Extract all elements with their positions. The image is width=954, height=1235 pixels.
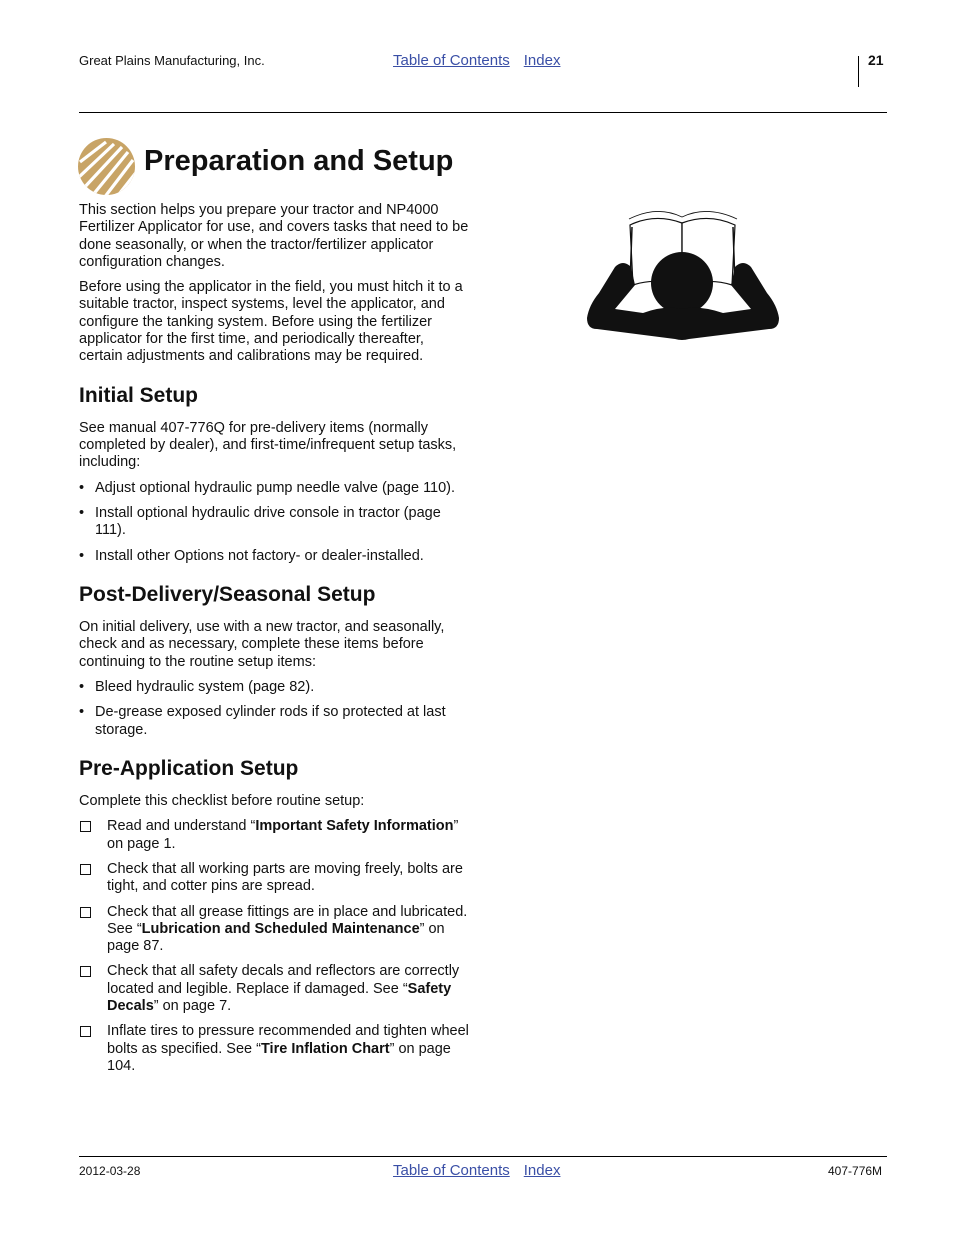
header-company: Great Plains Manufacturing, Inc. <box>79 53 265 68</box>
post-delivery-text: On initial delivery, use with a new tractor, and seasonally, check and as necessary, complete these items before continuing to the routine setup items: <box>79 619 445 670</box>
bullet-icon: • <box>79 704 85 721</box>
checklist-item: Inflate tires to pressure recommended and tighten wheel bolts as specified. See “Tire Inflation Chart” on page 104. <box>79 1023 471 1075</box>
footer-doc-number: 407-776M <box>828 1164 883 1178</box>
post-delivery-list <box>79 679 471 739</box>
pre-application-heading: Pre-Application Setup <box>79 756 299 780</box>
footer-links <box>393 1162 574 1179</box>
list-item: • Adjust optional hydraulic pump needle valve (page 110). <box>79 479 456 496</box>
initial-setup-list <box>79 480 471 565</box>
list-item: • De-grease exposed cylinder rods if so protected at last storage. <box>79 704 446 738</box>
header-index-link[interactable]: Index <box>523 52 561 69</box>
checkbox-icon <box>80 1026 91 1037</box>
checkbox-icon <box>80 907 91 918</box>
pre-application-checklist <box>79 818 471 1075</box>
pre-application-text: Complete this checklist before routine setup: <box>79 793 365 810</box>
checkbox-icon <box>80 864 91 875</box>
footer-rule <box>79 1156 887 1157</box>
checkbox-icon <box>80 821 91 832</box>
bullet-icon: • <box>79 505 85 522</box>
page-title: Preparation and Setup <box>144 145 454 177</box>
great-plains-logo-icon <box>78 138 135 195</box>
footer-toc-link[interactable]: Table of Contents <box>393 1162 510 1179</box>
header-toc-link[interactable]: Table of Contents <box>393 52 510 69</box>
bullet-icon: • <box>79 547 85 564</box>
header-links <box>393 52 574 69</box>
bullet-icon: • <box>79 479 85 496</box>
header-rule <box>79 112 887 113</box>
list-item: • Install optional hydraulic drive console in tractor (page 111). <box>79 505 441 539</box>
post-delivery-heading: Post-Delivery/Seasonal Setup <box>79 582 376 606</box>
checklist-item: Read and understand “Important Safety Information” on page 1. <box>79 818 471 853</box>
checkbox-icon <box>80 966 91 977</box>
checklist-item: Check that all safety decals and reflectors are correctly located and legible. Replace if damaged. See “Safety Decals” on page 7. <box>79 963 471 1015</box>
initial-setup-text: See manual 407-776Q for pre-delivery items (normally completed by dealer), and first-time/infrequent setup tasks, including: <box>79 419 457 471</box>
main-column <box>79 202 471 1083</box>
bullet-icon: • <box>79 679 85 696</box>
footer-index-link[interactable]: Index <box>523 1162 561 1179</box>
checklist-item: Check that all grease fittings are in place and lubricated. See “Lubrication and Scheduled Maintenance” on page 87. <box>79 904 471 956</box>
page-number: 21 <box>868 52 884 68</box>
reading-manual-icon <box>585 205 781 343</box>
footer-date: 2012-03-28 <box>79 1164 141 1178</box>
list-item: • Install other Options not factory- or dealer-installed. <box>79 547 424 564</box>
initial-setup-heading: Initial Setup <box>79 383 199 407</box>
intro-paragraph-1: This section helps you prepare your tractor and NP4000 Fertilizer Applicator for use, and covers tasks that need to be done seasonally, or when the tractor/fertilizer applicator configuration changes. <box>79 202 469 270</box>
intro-paragraph-2: Before using the applicator in the field, you must hitch it to a suitable tractor, inspect systems, level the applicator, and configure the tanking system. Before using the fertilizer applicator for the first time, and periodically thereafter, certain adjustments and calibrations may be required. <box>79 279 463 365</box>
header-divider <box>858 56 859 87</box>
checklist-item: Check that all working parts are moving freely, bolts are tight, and cotter pins are spread. <box>79 861 471 896</box>
list-item: • Bleed hydraulic system (page 82). <box>79 679 315 696</box>
